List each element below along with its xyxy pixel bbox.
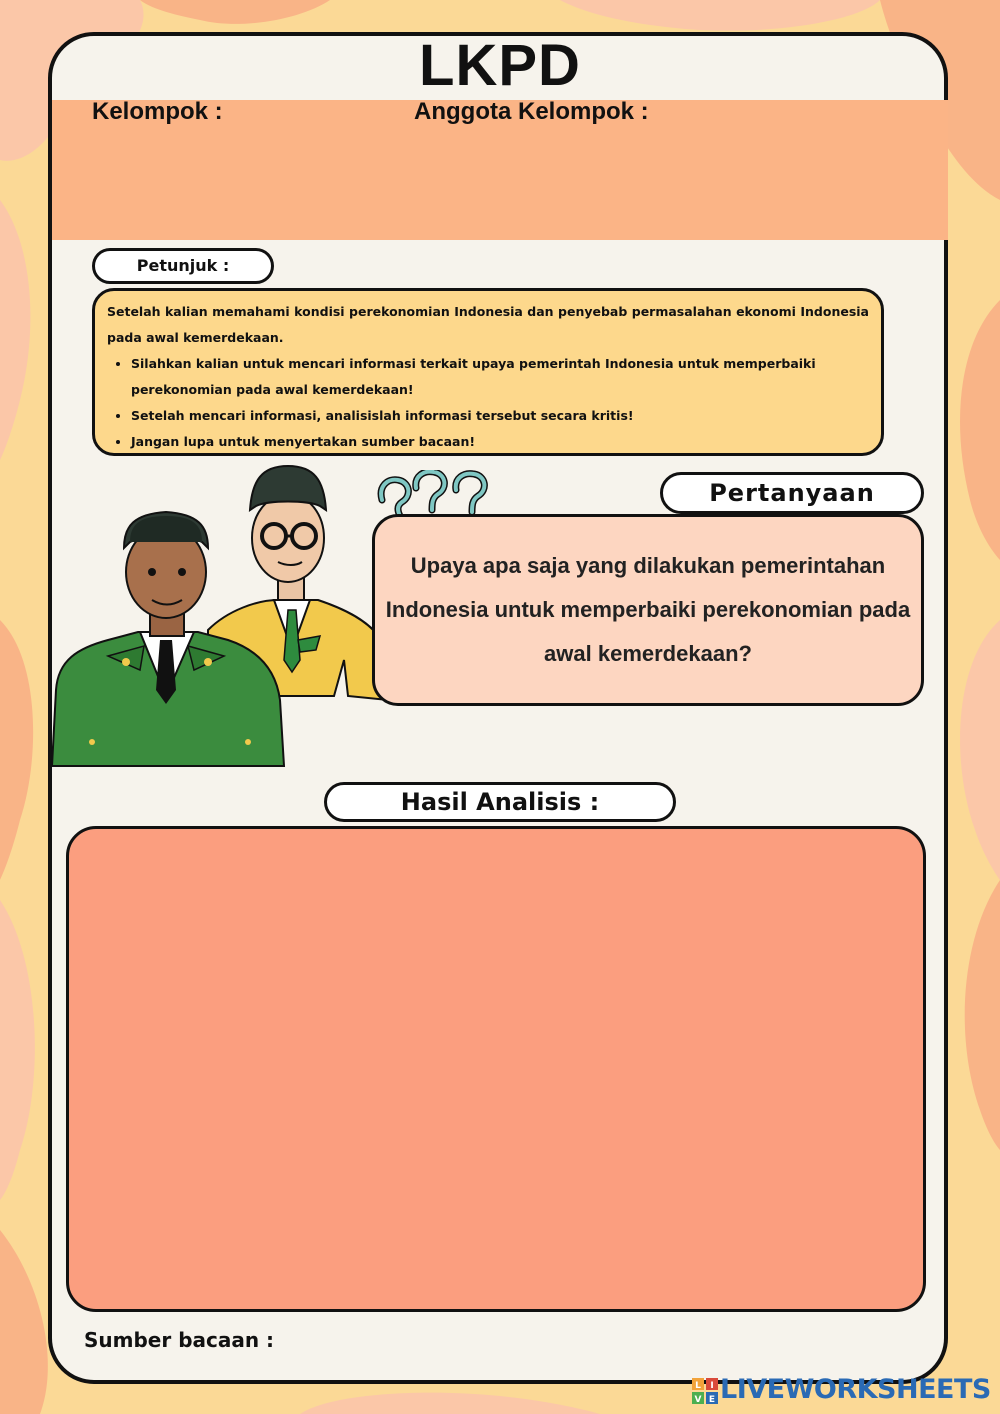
logo-letter: E bbox=[708, 1395, 716, 1404]
founding-fathers-illustration bbox=[48, 460, 392, 770]
instruction-item: • Jangan lupa untuk menyertakan sumber bacaan! bbox=[131, 429, 869, 455]
instructions-list bbox=[107, 351, 869, 455]
kelompok-label: Kelompok : bbox=[92, 98, 223, 125]
instruction-item: • Setelah mencari informasi, analisislah informasi tersebut secara kritis! bbox=[131, 403, 869, 429]
watermark-text: LIVEWORKSHEETS bbox=[720, 1374, 991, 1405]
page-title: LKPD bbox=[419, 33, 581, 98]
instructions-intro: Setelah kalian memahami kondisi perekonomian Indonesia dan penyebab permasalahan ekonomi Indonesia pada awal kemerdekaan. bbox=[107, 304, 869, 345]
instructions-box bbox=[92, 288, 884, 456]
sumber-bacaan-label: Sumber bacaan : bbox=[84, 1328, 275, 1352]
question-box bbox=[372, 514, 924, 706]
instruction-item: • Silahkan kalian untuk mencari informasi terkait upaya pemerintah Indonesia untuk memperbaiki perekonomian pada awal kemerdekaan! bbox=[131, 351, 869, 403]
hasil-analisis-label: Hasil Analisis : bbox=[324, 782, 676, 822]
anggota-kelompok-label: Anggota Kelompok : bbox=[414, 98, 649, 125]
logo-letter: I bbox=[710, 1381, 714, 1391]
analysis-answer-area[interactable] bbox=[66, 826, 926, 1312]
liveworksheets-logo-icon bbox=[692, 1378, 718, 1404]
petunjuk-label: Petunjuk : bbox=[92, 248, 274, 284]
pertanyaan-label: Pertanyaan bbox=[660, 472, 924, 514]
liveworksheets-watermark bbox=[692, 1374, 992, 1408]
logo-letter: V bbox=[694, 1395, 702, 1404]
question-text: Upaya apa saja yang dilakukan pemerintahan Indonesia untuk memperbaiki perekonomian pada awal kemerdekaan? bbox=[385, 553, 911, 666]
logo-letter: L bbox=[695, 1381, 701, 1391]
